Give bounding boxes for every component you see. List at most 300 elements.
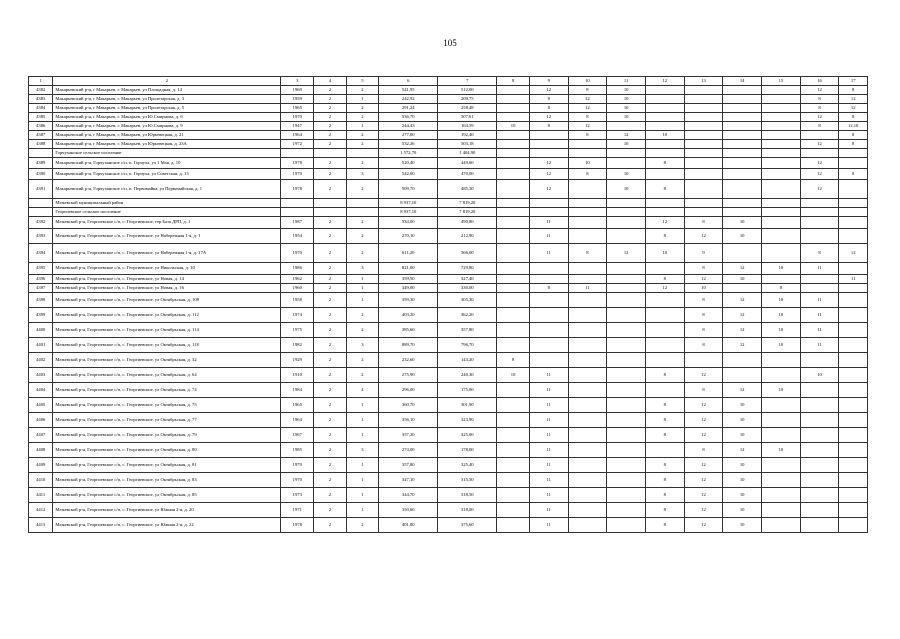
table-cell: 4407 xyxy=(29,428,53,443)
table-cell: 11 xyxy=(568,284,607,293)
table-cell xyxy=(497,86,530,95)
table-cell xyxy=(314,149,347,158)
address-cell: Межевской р-н, Георгиевское с/п, с. Георгиевское, ул Южная 2-я, д. 22 xyxy=(53,518,281,533)
table-cell xyxy=(839,308,868,323)
table-cell: 12 xyxy=(684,368,723,383)
table-cell: 12 xyxy=(607,131,646,140)
table-cell xyxy=(497,199,530,208)
table-cell xyxy=(497,208,530,217)
table-cell xyxy=(800,199,839,208)
table-cell xyxy=(839,353,868,368)
table-cell xyxy=(29,149,53,158)
table-cell: 1982 xyxy=(281,338,314,353)
table-row xyxy=(29,338,868,353)
table-cell xyxy=(607,398,646,413)
table-cell xyxy=(645,308,684,323)
table-cell xyxy=(607,217,646,229)
table-cell xyxy=(800,413,839,428)
table-cell: 164,59 xyxy=(438,122,497,131)
address-cell: Межевской р-н, Георгиевское с/п, с. Георгиевское, ул Октябрьская, д. 81 xyxy=(53,458,281,473)
table-cell: 4399 xyxy=(29,308,53,323)
table-cell: 8 xyxy=(684,338,723,353)
table-cell: 4391 xyxy=(29,180,53,199)
table-cell: 4410 xyxy=(29,473,53,488)
table-cell xyxy=(839,503,868,518)
table-cell xyxy=(684,353,723,368)
table-cell xyxy=(800,398,839,413)
table-row xyxy=(29,113,868,122)
table-cell: 11 xyxy=(529,473,568,488)
table-cell: 8 xyxy=(529,104,568,113)
table-cell: 385,60 xyxy=(379,323,438,338)
table-cell: 192,40 xyxy=(438,131,497,140)
column-header: 15 xyxy=(762,77,801,86)
table-cell: 520,40 xyxy=(379,158,438,169)
table-cell: 10 xyxy=(645,131,684,140)
table-cell: 11 xyxy=(800,323,839,338)
table-cell: 8 xyxy=(568,113,607,122)
table-cell xyxy=(839,413,868,428)
table-cell: 1987 xyxy=(281,217,314,229)
table-cell: 2 xyxy=(346,308,379,323)
table-cell: 2 xyxy=(314,518,347,533)
table-cell: 401,80 xyxy=(379,518,438,533)
table-cell xyxy=(762,208,801,217)
address-cell: Макарьевский р-н, Горчуханское с/п, п. Горчуха, ул 1 Мая, д. 10 xyxy=(53,158,281,169)
table-cell: 8 xyxy=(568,131,607,140)
table-cell: 4389 xyxy=(29,158,53,169)
table-cell: 12 xyxy=(800,180,839,199)
table-cell: 1971 xyxy=(281,503,314,518)
table-row xyxy=(29,458,868,473)
address-cell: Георгиевское сельское поселение xyxy=(53,208,281,217)
table-cell: 2 xyxy=(314,158,347,169)
table-cell xyxy=(839,428,868,443)
table-cell xyxy=(839,229,868,244)
table-cell: 2 xyxy=(314,458,347,473)
address-cell: Макарьевский р-н, г Макарьев, г. Макарьев, ул Ю.Смирнова, д. 9 xyxy=(53,122,281,131)
table-cell xyxy=(497,217,530,229)
column-header-row xyxy=(29,77,868,86)
table-cell: 10 xyxy=(723,428,762,443)
table-cell: 2 xyxy=(314,353,347,368)
table-cell xyxy=(607,199,646,208)
table-cell xyxy=(684,113,723,122)
table-cell: 4392 xyxy=(29,217,53,229)
table-cell xyxy=(568,458,607,473)
table-cell xyxy=(346,208,379,217)
table-cell: 1972 xyxy=(281,140,314,149)
table-cell: 8 937,10 xyxy=(379,199,438,208)
table-cell xyxy=(684,180,723,199)
table-cell: 2 xyxy=(314,244,347,263)
table-cell: 2 xyxy=(346,113,379,122)
table-cell: 1 xyxy=(346,284,379,293)
table-row xyxy=(29,383,868,398)
table-cell: 10 xyxy=(568,158,607,169)
table-cell xyxy=(568,428,607,443)
address-cell: Межевской р-н, Георгиевское с/п, с. Георгиевское, ул Октябрьская, д. 83 xyxy=(53,473,281,488)
table-cell xyxy=(529,338,568,353)
table-cell xyxy=(568,338,607,353)
table-cell: 4387 xyxy=(29,131,53,140)
table-cell: 1967 xyxy=(281,428,314,443)
table-cell: 10 xyxy=(723,413,762,428)
table-cell xyxy=(762,95,801,104)
column-header: 9 xyxy=(529,77,568,86)
table-cell xyxy=(645,113,684,122)
table-cell: 10 xyxy=(723,229,762,244)
table-cell: 11 xyxy=(529,229,568,244)
table-cell: 8 xyxy=(762,284,801,293)
table-cell xyxy=(684,140,723,149)
table-cell: 4409 xyxy=(29,458,53,473)
table-cell xyxy=(839,443,868,458)
table-cell: 12 xyxy=(684,275,723,284)
table-cell: 532,26 xyxy=(379,140,438,149)
table-cell: 347,10 xyxy=(379,473,438,488)
table-cell xyxy=(568,473,607,488)
table-cell xyxy=(762,140,801,149)
table-cell xyxy=(607,413,646,428)
table-cell xyxy=(800,518,839,533)
table-cell: 357,80 xyxy=(438,323,497,338)
table-cell xyxy=(800,275,839,284)
address-cell: Макарьевский р-н, г Макарьев, г. Макарьев, ул Юрьевецкая, д. 23А xyxy=(53,140,281,149)
table-cell xyxy=(607,368,646,383)
table-cell: 2 xyxy=(346,244,379,263)
table-cell: 542,60 xyxy=(379,169,438,180)
page-number: 105 xyxy=(443,38,457,48)
address-cell: Межевской р-н, Георгиевское с/п, с. Георгиевское, ул Октябрьская, д. 85 xyxy=(53,488,281,503)
table-cell: 4401 xyxy=(29,338,53,353)
table-cell xyxy=(607,149,646,158)
address-cell: Макарьевский р-н, Горчуханское с/п, п. Первомайка, ул Первомайская, д. 1 xyxy=(53,180,281,199)
table-cell: 2 xyxy=(346,180,379,199)
table-cell xyxy=(314,199,347,208)
table-cell: 541,95 xyxy=(379,86,438,95)
address-cell: Межевской р-н, Георгиевское с/п, с. Георгиевское, ул Октябрьская, д. 112 xyxy=(53,308,281,323)
table-cell xyxy=(723,140,762,149)
address-cell: Межевской р-н, Георгиевское с/п, с. Георгиевское, ул Октябрьская, д. 114 xyxy=(53,323,281,338)
table-cell: 8 xyxy=(800,95,839,104)
table-cell: 10 xyxy=(762,323,801,338)
table-cell: 2 xyxy=(314,104,347,113)
table-cell xyxy=(684,86,723,95)
table-cell xyxy=(568,208,607,217)
table-cell: 2 xyxy=(346,104,379,113)
table-cell: 4413 xyxy=(29,518,53,533)
table-cell: 8 xyxy=(839,86,868,95)
address-cell: Межевской р-н, Георгиевское с/п, с. Георгиевское, ул Октябрьская, д. 74 xyxy=(53,383,281,398)
table-cell: 4388 xyxy=(29,140,53,149)
table-cell: 10 xyxy=(607,104,646,113)
table-cell: 12 xyxy=(684,398,723,413)
table-cell: 244,43 xyxy=(379,122,438,131)
table-cell: 8 xyxy=(645,518,684,533)
table-cell xyxy=(800,284,839,293)
table-cell xyxy=(568,140,607,149)
table-cell xyxy=(723,104,762,113)
table-row xyxy=(29,95,868,104)
table-cell xyxy=(29,208,53,217)
table-cell xyxy=(645,149,684,158)
table-cell: 11 xyxy=(529,413,568,428)
table-cell: 350,60 xyxy=(379,503,438,518)
table-cell: 12 xyxy=(723,293,762,308)
table-cell: 3 xyxy=(346,169,379,180)
address-cell: Макарьевский р-н, Горчуханское с/п, п. Горчуха, ул Советская, д. 13 xyxy=(53,169,281,180)
table-cell: 4396 xyxy=(29,275,53,284)
table-cell xyxy=(645,338,684,353)
table-cell: 403,20 xyxy=(379,308,438,323)
table-cell: 1 xyxy=(346,95,379,104)
table-cell xyxy=(684,104,723,113)
table-row xyxy=(29,158,868,169)
table-cell xyxy=(568,199,607,208)
table-cell xyxy=(497,104,530,113)
table-cell: 12 xyxy=(529,180,568,199)
table-cell xyxy=(723,180,762,199)
table-row xyxy=(29,86,868,95)
table-cell xyxy=(800,131,839,140)
table-cell xyxy=(497,428,530,443)
table-cell xyxy=(568,293,607,308)
table-cell xyxy=(684,169,723,180)
table-cell: 1954 xyxy=(281,229,314,244)
table-cell: 490,80 xyxy=(438,217,497,229)
table-cell: 11 xyxy=(839,275,868,284)
table-cell: 8 xyxy=(645,503,684,518)
table-cell: 12 xyxy=(723,323,762,338)
table-cell: 4385 xyxy=(29,113,53,122)
table-cell: 8 xyxy=(568,169,607,180)
table-cell xyxy=(645,122,684,131)
table-cell: 1 xyxy=(346,413,379,428)
table-cell: 8 xyxy=(645,158,684,169)
table-cell: 10 xyxy=(645,244,684,263)
table-cell xyxy=(607,488,646,503)
table-row xyxy=(29,488,868,503)
table-cell: 10 xyxy=(607,95,646,104)
table-cell: 11 xyxy=(529,217,568,229)
table-cell: 12 xyxy=(800,86,839,95)
table-cell: 10 xyxy=(723,503,762,518)
table-cell: 8 xyxy=(800,104,839,113)
table-cell: 4390 xyxy=(29,169,53,180)
table-cell xyxy=(723,353,762,368)
address-cell: Межевской р-н, Георгиевское с/п, с. Георгиевское, ул Октябрьская, д. 32 xyxy=(53,353,281,368)
table-row xyxy=(29,122,868,131)
table-cell: 356,10 xyxy=(379,413,438,428)
table-cell: 258,48 xyxy=(438,104,497,113)
table-cell xyxy=(800,428,839,443)
table-cell: 175,00 xyxy=(438,383,497,398)
address-cell: Межевской р-н, Георгиевское с/п, с. Георгиевское, тер База ДРП, д. 1 xyxy=(53,217,281,229)
table-cell xyxy=(839,488,868,503)
subtotal-row xyxy=(29,208,868,217)
table-cell: 8 xyxy=(645,428,684,443)
address-cell: Межевской р-н, Георгиевское с/п, с. Георгиевское, ул Никольская, д. 10 xyxy=(53,263,281,275)
table-cell xyxy=(568,443,607,458)
table-row xyxy=(29,140,868,149)
table-cell: 12 xyxy=(684,503,723,518)
table-cell xyxy=(497,398,530,413)
table-cell: 2 xyxy=(314,122,347,131)
table-row xyxy=(29,413,868,428)
table-row xyxy=(29,169,868,180)
table-cell xyxy=(839,180,868,199)
table-cell xyxy=(762,158,801,169)
table-cell: 1965 xyxy=(281,104,314,113)
table-cell: 12 xyxy=(723,383,762,398)
table-cell: 10 xyxy=(497,122,530,131)
table-cell: 796,70 xyxy=(438,338,497,353)
table-cell: 4398 xyxy=(29,293,53,308)
table-cell: 2 xyxy=(314,86,347,95)
table-cell xyxy=(497,169,530,180)
table-cell: 889,70 xyxy=(379,338,438,353)
table-cell xyxy=(684,158,723,169)
table-cell: 729,80 xyxy=(438,263,497,275)
table-cell: 8 xyxy=(684,443,723,458)
table-cell: 4411 xyxy=(29,488,53,503)
table-cell xyxy=(529,131,568,140)
table-cell xyxy=(800,458,839,473)
table-cell: 10 xyxy=(762,293,801,308)
table-cell: 1978 xyxy=(281,518,314,533)
table-cell: 178,00 xyxy=(438,443,497,458)
table-cell: 509,70 xyxy=(379,180,438,199)
table-cell: 2 xyxy=(314,398,347,413)
table-cell: 212,90 xyxy=(438,229,497,244)
table-cell xyxy=(762,169,801,180)
table-cell xyxy=(800,353,839,368)
table-row xyxy=(29,323,868,338)
address-cell: Межевской р-н, Георгиевское с/п, с. Георгиевское, ул Октябрьская, д. 79 xyxy=(53,428,281,443)
table-cell: 536,70 xyxy=(379,113,438,122)
table-cell: 507,61 xyxy=(438,113,497,122)
table-cell: 4395 xyxy=(29,263,53,275)
table-cell xyxy=(762,275,801,284)
table-cell: 2 xyxy=(314,308,347,323)
table-cell: 8 xyxy=(684,263,723,275)
table-cell: 12 xyxy=(529,169,568,180)
table-cell: 274,00 xyxy=(379,443,438,458)
table-cell: 12 xyxy=(800,158,839,169)
table-cell xyxy=(645,353,684,368)
table-cell xyxy=(839,518,868,533)
table-cell: 2 xyxy=(314,263,347,275)
table-cell xyxy=(762,368,801,383)
table-cell xyxy=(645,208,684,217)
table-cell: 291,24 xyxy=(379,104,438,113)
address-cell: Межевской р-н, Георгиевское с/п, с. Георгиевское, ул Октябрьская, д. 118 xyxy=(53,338,281,353)
table-cell: 8 xyxy=(568,244,607,263)
table-cell xyxy=(497,275,530,284)
table-cell xyxy=(762,180,801,199)
table-cell: 2 xyxy=(314,169,347,180)
table-cell: 4402 xyxy=(29,353,53,368)
column-header: 13 xyxy=(684,77,723,86)
table-cell: 2 xyxy=(314,383,347,398)
table-cell xyxy=(568,518,607,533)
table-cell: 8 xyxy=(800,122,839,131)
table-cell xyxy=(723,169,762,180)
table-cell: 344,70 xyxy=(379,488,438,503)
table-row xyxy=(29,398,868,413)
table-cell: 3 xyxy=(346,443,379,458)
table-cell: 8 xyxy=(529,95,568,104)
table-cell: 8 xyxy=(800,244,839,263)
table-cell xyxy=(497,458,530,473)
table-cell xyxy=(839,149,868,158)
table-cell: 8 xyxy=(839,140,868,149)
table-cell: 12 xyxy=(723,263,762,275)
table-cell: 1 xyxy=(346,398,379,413)
table-cell: 4405 xyxy=(29,398,53,413)
table-cell xyxy=(762,518,801,533)
table-cell: 12 xyxy=(839,244,868,263)
column-header: 1 xyxy=(29,77,53,86)
table-cell: 10 xyxy=(723,275,762,284)
table-cell: 1 xyxy=(346,122,379,131)
table-cell: 566,00 xyxy=(438,244,497,263)
table-cell: 10 xyxy=(723,398,762,413)
table-cell xyxy=(723,284,762,293)
table-cell xyxy=(607,353,646,368)
table-cell xyxy=(684,95,723,104)
table-cell xyxy=(568,275,607,284)
table-cell: 2 xyxy=(314,113,347,122)
table-cell xyxy=(684,149,723,158)
table-cell: 11 xyxy=(529,458,568,473)
column-header: 8 xyxy=(497,77,530,86)
table-cell: 8 xyxy=(568,86,607,95)
table-row xyxy=(29,131,868,140)
table-cell xyxy=(684,208,723,217)
table-cell: 2 xyxy=(314,323,347,338)
column-header: 16 xyxy=(800,77,839,86)
table-cell: 8 xyxy=(684,383,723,398)
table-cell: 1970 xyxy=(281,458,314,473)
table-cell xyxy=(645,443,684,458)
table-cell: 2 xyxy=(346,140,379,149)
table-cell xyxy=(839,398,868,413)
table-cell: 1 404,90 xyxy=(438,149,497,158)
table-cell: 10 xyxy=(723,473,762,488)
table-cell xyxy=(645,383,684,398)
table-cell: 318,50 xyxy=(438,488,497,503)
table-cell xyxy=(529,308,568,323)
table-cell: 8 xyxy=(645,180,684,199)
table-cell xyxy=(684,199,723,208)
table-cell xyxy=(607,122,646,131)
table-cell xyxy=(762,353,801,368)
table-cell xyxy=(497,95,530,104)
table-cell xyxy=(529,323,568,338)
table-cell xyxy=(723,244,762,263)
table-cell: 2 xyxy=(314,503,347,518)
table-cell: 330,00 xyxy=(438,284,497,293)
table-row xyxy=(29,353,868,368)
address-cell: Макарьевский р-н, г Макарьев, г. Макарьев, ул Ю.Смирнова, д. 6 xyxy=(53,113,281,122)
table-cell: 8 xyxy=(684,323,723,338)
table-row xyxy=(29,104,868,113)
table-cell: 12 xyxy=(684,428,723,443)
table-cell xyxy=(762,473,801,488)
table-cell: 4406 xyxy=(29,413,53,428)
